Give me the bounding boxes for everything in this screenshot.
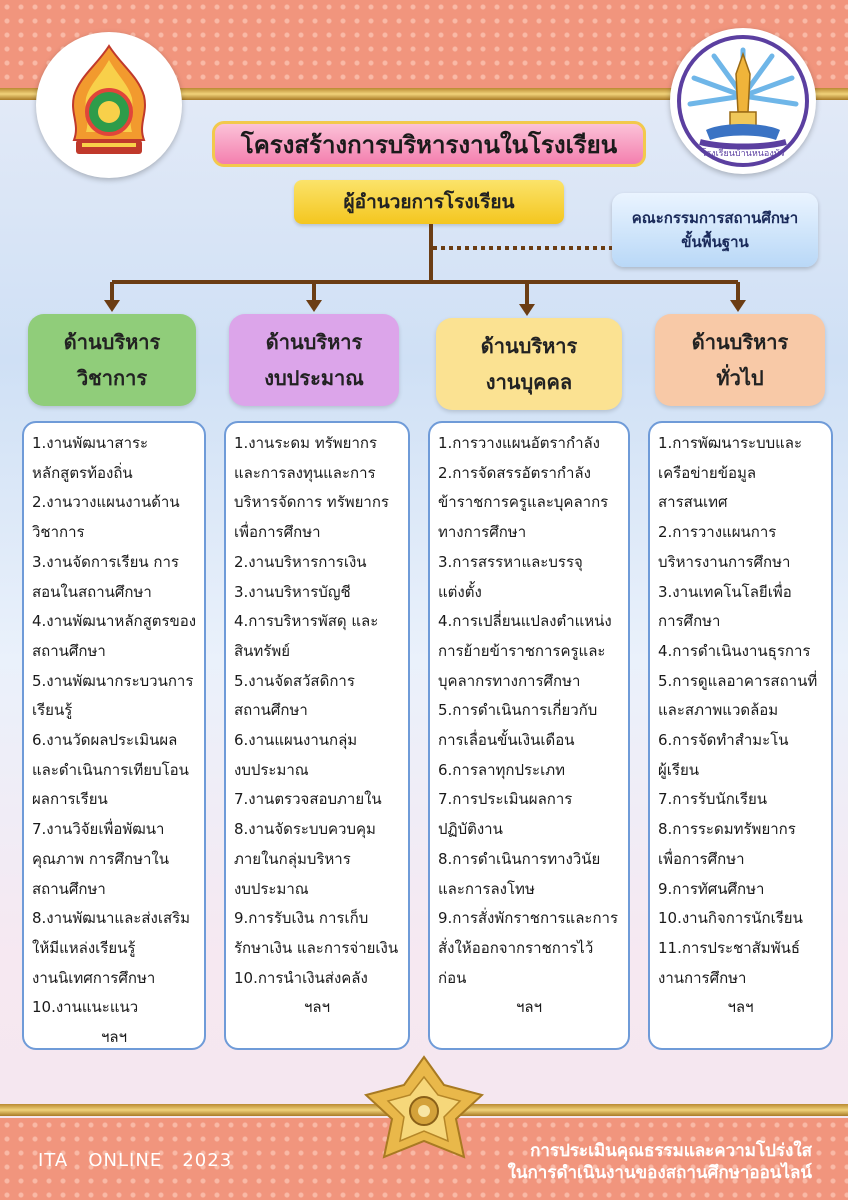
task-item: งบประมาณ bbox=[234, 760, 309, 779]
task-item: 9.การรับเงิน การเก็บ bbox=[234, 909, 369, 928]
task-item: 8.การดำเนินการทางวินัย bbox=[438, 849, 601, 868]
etc-marker: ฯลฯ bbox=[515, 998, 543, 1017]
department-title-line: ด้านบริหาร bbox=[63, 330, 161, 354]
task-item: สอนในสถานศึกษา bbox=[32, 582, 152, 601]
task-item: 8.การระดมทรัพยากร bbox=[658, 820, 796, 839]
task-item: 7.งานตรวจสอบภายใน bbox=[234, 790, 382, 809]
task-item: คุณภาพ การศึกษาใน bbox=[32, 849, 169, 868]
task-item: ผู้เรียน bbox=[658, 760, 700, 779]
director-box: ผู้อำนวยการโรงเรียน bbox=[294, 180, 564, 224]
task-item: 6.การจัดทำสำมะโน bbox=[658, 731, 789, 750]
task-item: เพื่อการศึกษา bbox=[234, 523, 321, 542]
etc-marker: ฯลฯ bbox=[727, 998, 754, 1017]
department-title-line: ทั่วไป bbox=[716, 366, 764, 390]
task-item: 6.การลาทุกประเภท bbox=[438, 760, 565, 779]
task-item: ทางการศึกษา bbox=[438, 523, 527, 542]
department-head-general bbox=[655, 314, 825, 406]
task-item: 1.การพัฒนาระบบและ bbox=[658, 434, 803, 452]
task-item: การศึกษา bbox=[658, 612, 721, 631]
footer-ita-description bbox=[470, 1140, 812, 1184]
task-item: สถานศึกษา bbox=[32, 879, 106, 898]
task-item: 3.การสรรหาและบรรจุ bbox=[438, 552, 583, 571]
task-item: และดำเนินการเทียบโอน bbox=[32, 760, 189, 779]
task-item: 7.การรับนักเรียน bbox=[658, 790, 768, 809]
task-list-general bbox=[648, 421, 833, 1050]
task-item: 2.การวางแผนการ bbox=[658, 523, 777, 542]
task-item: 2.งานบริหารการเงิน bbox=[234, 552, 367, 571]
department-title-line: วิชาการ bbox=[76, 366, 148, 390]
department-title-line: ด้านบริหาร bbox=[265, 330, 363, 354]
task-item: ก่อน bbox=[438, 968, 467, 987]
task-item: 10.งานกิจการนักเรียน bbox=[658, 909, 803, 928]
task-list-academic bbox=[22, 421, 206, 1050]
task-item: เรียนรู้ bbox=[32, 701, 73, 720]
department-title-line: งานบุคคล bbox=[485, 370, 573, 394]
task-item: สินทรัพย์ bbox=[234, 641, 291, 660]
task-item: การเลื่อนขั้นเงินเดือน bbox=[438, 731, 575, 750]
task-item: และสภาพแวดล้อม bbox=[658, 701, 779, 720]
arrow-down-icon bbox=[104, 300, 120, 312]
committee-line-2: ขั้นพื้นฐาน bbox=[681, 233, 749, 251]
task-item: 2.งานวางแผนงานด้าน bbox=[32, 493, 180, 512]
task-item: 1.การวางแผนอัตรากำลัง bbox=[438, 434, 601, 452]
task-item: งานการศึกษา bbox=[658, 968, 747, 987]
department-head-personnel bbox=[436, 318, 622, 410]
task-item: บุคลากรทางการศึกษา bbox=[438, 671, 581, 690]
footer-ita-label: ITA ONLINE 2023 bbox=[38, 1150, 233, 1171]
task-item: 11.การประชาสัมพันธ์ bbox=[658, 938, 800, 957]
thai-ornament-icon bbox=[360, 1055, 488, 1171]
footer-line-1: การประเมินคุณธรรมและความโปร่งใส bbox=[530, 1141, 812, 1161]
task-item: 9.การสั่งพักราชการและการ bbox=[438, 909, 619, 928]
department-title-line: ด้านบริหาร bbox=[480, 334, 578, 358]
task-item: วิชาการ bbox=[32, 523, 85, 542]
task-item: เพื่อการศึกษา bbox=[658, 849, 745, 868]
task-item: แต่งตั้ง bbox=[438, 582, 482, 601]
task-item: 5.การดำเนินการเกี่ยวกับ bbox=[438, 701, 598, 720]
task-item: รักษาเงิน และการจ่ายเงิน bbox=[234, 938, 399, 957]
arrow-down-icon bbox=[519, 304, 535, 316]
arrow-down-icon bbox=[306, 300, 322, 312]
task-item: 4.การบริหารพัสดุ และ bbox=[234, 612, 379, 631]
task-item: 10.งานแนะแนว bbox=[32, 998, 139, 1017]
task-item: 5.งานพัฒนากระบวนการ bbox=[32, 671, 194, 690]
task-item: 6.งานวัดผลประเมินผล bbox=[32, 731, 178, 750]
task-item: 2.การจัดสรรอัตรากำลัง bbox=[438, 463, 591, 482]
svg-text:โรงเรียนบ้านหนองบัว: โรงเรียนบ้านหนองบัว bbox=[701, 149, 785, 159]
footer-line-2: ในการดำเนินงานของสถานศึกษาออนไลน์ bbox=[507, 1163, 812, 1183]
arrow-down-icon bbox=[730, 300, 746, 312]
task-item: การย้ายข้าราชการครูและ bbox=[438, 641, 606, 660]
task-item: 6.งานแผนงานกลุ่ม bbox=[234, 731, 358, 750]
task-item: 7.การประเมินผลการ bbox=[438, 790, 573, 809]
org-connector-lines bbox=[0, 0, 848, 330]
department-head-budget bbox=[229, 314, 399, 406]
etc-marker: ฯลฯ bbox=[100, 1028, 128, 1047]
committee-line-1: คณะกรรมการสถานศึกษา bbox=[631, 209, 799, 227]
task-item: 4.การเปลี่ยนแปลงตำแหน่ง bbox=[438, 612, 612, 631]
task-item: 4.งานพัฒนาหลักสูตรของ bbox=[32, 612, 196, 631]
task-item: ปฏิบัติงาน bbox=[438, 820, 503, 839]
task-item: หลักสูตรท้องถิ่น bbox=[32, 463, 133, 482]
task-item: บริหารงานการศึกษา bbox=[658, 552, 791, 571]
task-item: ข้าราชการครูและบุคลากร bbox=[438, 493, 609, 512]
task-item: 7.งานวิจัยเพื่อพัฒนา bbox=[32, 820, 165, 839]
department-head-academic bbox=[28, 314, 196, 406]
task-item: ผลการเรียน bbox=[32, 790, 108, 809]
task-item: 5.การดูแลอาคารสถานที่ bbox=[658, 671, 818, 690]
task-item: เครือข่ายข้อมูล bbox=[658, 463, 757, 482]
task-item: และการลงทุนและการ bbox=[234, 463, 376, 482]
task-item: 9.การทัศนศึกษา bbox=[658, 879, 765, 898]
task-item: 1.งานระดม ทรัพยากร bbox=[234, 434, 378, 452]
task-item: สารสนเทศ bbox=[658, 493, 728, 512]
task-item: บริหารจัดการ ทรัพยากร bbox=[234, 493, 389, 512]
department-title-line: งบประมาณ bbox=[264, 366, 364, 390]
task-item: สั่งให้ออกจากราชการไว้ bbox=[438, 938, 594, 957]
task-item: 1.งานพัฒนาสาระ bbox=[32, 434, 149, 452]
task-item: สถานศึกษา bbox=[32, 641, 106, 660]
task-item: 10.การนำเงินส่งคลัง bbox=[234, 968, 368, 987]
department-title-line: ด้านบริหาร bbox=[691, 330, 789, 354]
task-item: งบประมาณ bbox=[234, 879, 309, 898]
task-item: สถานศึกษา bbox=[234, 701, 308, 720]
etc-marker: ฯลฯ bbox=[303, 998, 331, 1017]
task-item: ให้มีแหล่งเรียนรู้ bbox=[32, 938, 136, 957]
task-item: 4.การดำเนินงานธุรการ bbox=[658, 641, 811, 660]
task-list-personnel bbox=[428, 421, 630, 1050]
page-title: โครงสร้างการบริหารงานในโรงเรียน bbox=[212, 121, 646, 167]
task-item: งานนิเทศการศึกษา bbox=[32, 968, 156, 987]
task-item: 5.งานจัดสวัสดิการ bbox=[234, 671, 355, 690]
task-item: 3.งานเทคโนโลยีเพื่อ bbox=[658, 582, 792, 601]
task-list-budget bbox=[224, 421, 410, 1050]
task-item: ภายในกลุ่มบริหาร bbox=[234, 849, 351, 868]
task-item: 3.งานจัดการเรียน การ bbox=[32, 552, 179, 571]
task-item: 3.งานบริหารบัญชี bbox=[234, 582, 351, 601]
task-item: 8.งานพัฒนาและส่งเสริม bbox=[32, 909, 191, 928]
task-item: และการลงโทษ bbox=[438, 879, 535, 898]
task-item: 8.งานจัดระบบควบคุม bbox=[234, 820, 376, 839]
